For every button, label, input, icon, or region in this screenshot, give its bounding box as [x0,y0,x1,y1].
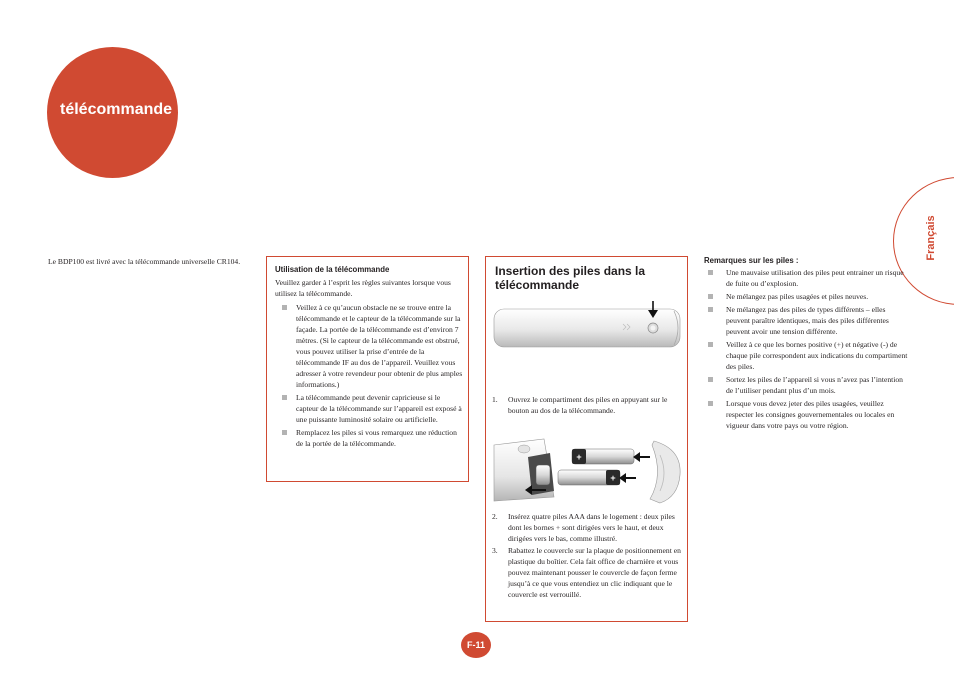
notes-item: Veillez à ce que les bornes positive (+) et négative (-) de chaque pile correspondent aux indications du compartiment des piles. [704,339,909,372]
remote-back-illustration [492,301,684,353]
language-tab-label: Français [925,215,937,261]
usage-title: Utilisation de la télécommande [275,265,390,274]
usage-item: Veillez à ce qu’aucun obstacle ne se trouve entre la télécommande et le capteur de la télécommande sur la façade. La portée de la télécommande est d’environ 7 mètres. (Si le capteur de la télécommande est obstrué, vous pouvez utiliser la prise d’entrée de la télécommande IF au dos de l’appareil. Veuillez vous adresser à votre revendeur pour obtenir de plus amples informations.) [281,302,463,390]
step-text: Ouvrez le compartiment des piles en appuyant sur le bouton au dos de la télécommande. [508,395,668,415]
step-text: Rabattez le couvercle sur la plaque de positionnement en plastique du boîtier. Cela fait office de charnière et vous pouvez maintenant pousser le couvercle de façon ferme jusqu’à ce que vous entendiez un clic indiquant que le couvercle est verrouillé. [508,546,681,599]
insertion-title: Insertion des piles dans la télécommande [495,264,646,292]
step-number: 2. [492,512,498,521]
notes-item: Ne mélangez pas des piles de types différents – elles peuvent paraître identiques, mais des piles différentes peuvent avoir une tension différente. [704,304,909,337]
notes-title: Remarques sur les piles : [704,256,799,265]
notes-item: Ne mélangez pas piles usagées et piles neuves. [704,291,909,302]
insertion-box [485,256,688,622]
usage-lead: Veuillez garder à l’esprit les règles suivantes lorsque vous utilisez la télécommande. [275,278,451,298]
notes-item: Une mauvaise utilisation des piles peut entrainer un risque de fuite ou d’explosion. [704,267,909,289]
step-number: 3. [492,546,498,555]
battery-insertion-illustration [492,435,684,507]
notes-list [704,267,909,431]
step-3 [492,545,682,600]
usage-list [281,302,463,451]
intro-text: Le BDP100 est livré avec la télécommande universelle CR104. [48,257,241,266]
notes-item: Sortez les piles de l’appareil si vous n’avez pas l’intention de l’utiliser pendant plus d’un mois. [704,374,909,396]
notes-item: Lorsque vous devez jeter des piles usagées, veuillez respecter les consignes gouvernementales ou locales en vigueur dans votre pays ou votre région. [704,398,909,431]
section-title: télécommande [60,101,173,118]
battery-plus-top: + [576,452,582,462]
step-1 [492,394,682,416]
step-number: 1. [492,395,498,404]
usage-box [266,256,469,482]
battery-notes [704,256,909,433]
battery-plus-bottom: + [610,473,616,483]
usage-item: La télécommande peut devenir capricieuse si le capteur de la télécommande sur l’appareil est exposé à une puissante luminosité solaire ou artificielle. [281,392,463,425]
step-2 [492,511,682,544]
usage-item: Remplacez les piles si vous remarquez une réduction de la portée de la télécommande. [281,427,463,449]
page-number: F-11 [461,632,491,658]
step-text: Insérez quatre piles AAA dans le logement : deux piles dont les bornes + sont dirigées vers le haut, et deux dirigées vers le bas, comme illustré. [508,512,675,543]
